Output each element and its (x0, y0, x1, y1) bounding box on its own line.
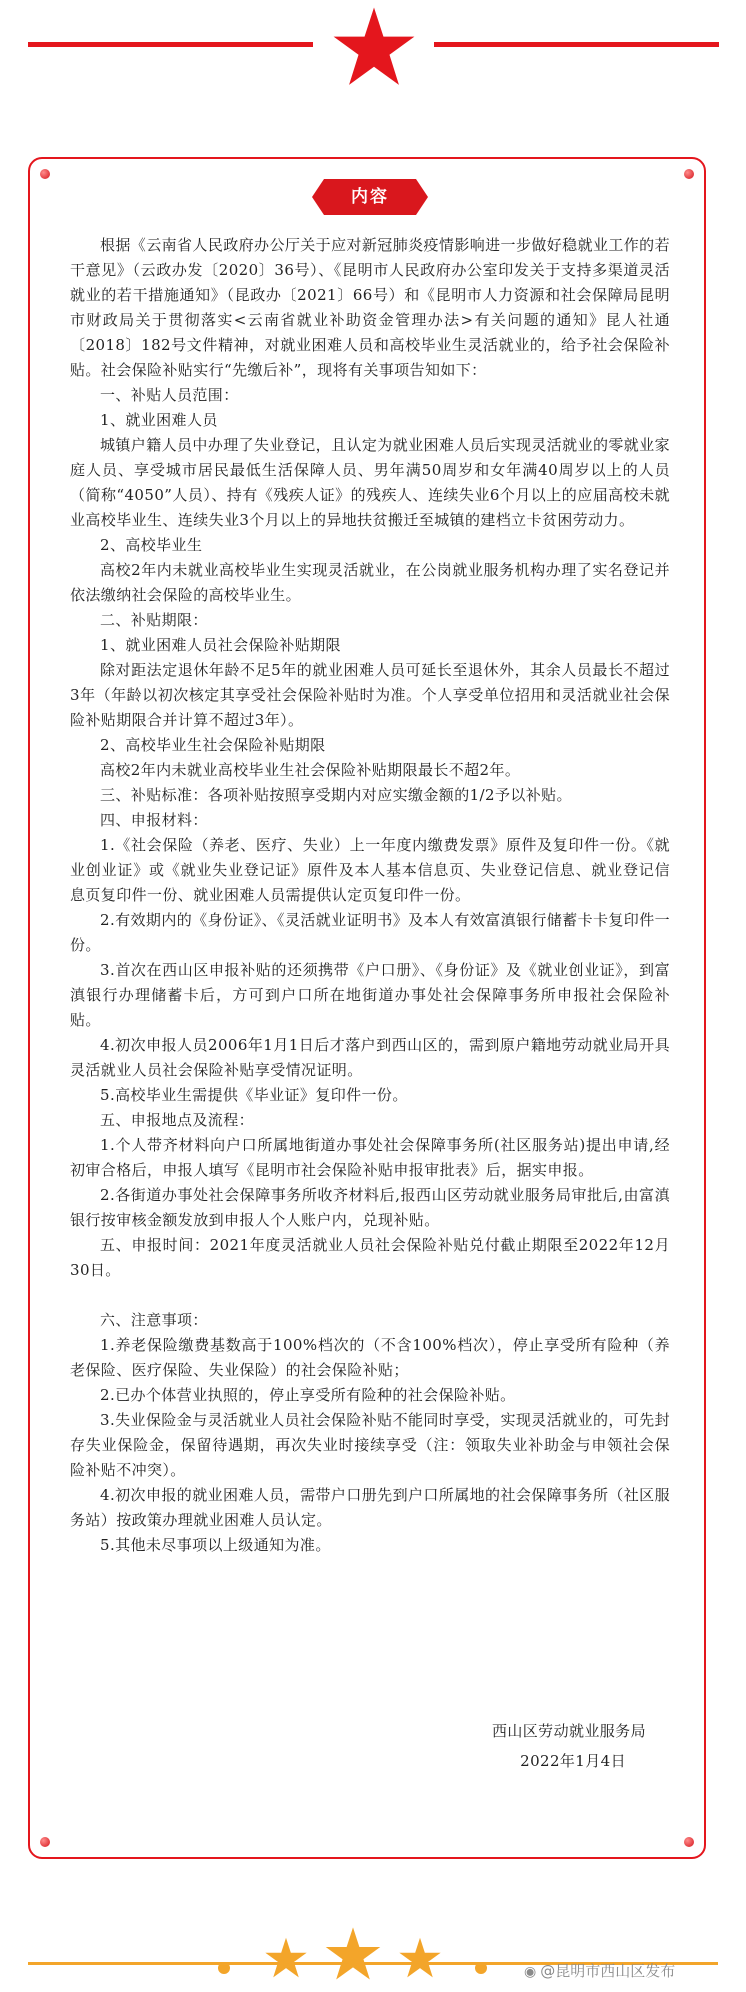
paragraph: 4.初次申报的就业困难人员，需带户口册先到户口所属地的社会保障事务所（社区服务站）按政策办理就业困难人员认定。 (70, 1486, 670, 1529)
paragraph: 五、申报时间：2021年度灵活就业人员社会保险补贴兑付截止期限至2022年12月30日。 (70, 1236, 670, 1279)
paragraph: 5.其他未尽事项以上级通知为准。 (100, 1536, 331, 1554)
issuing-organization: 西山区劳动就业服务局 (491, 1722, 646, 1740)
watermark (524, 1960, 675, 1981)
corner-dot (684, 169, 694, 179)
paragraph: 高校2年内未就业高校毕业生实现灵活就业，在公岗就业服务机构办理了实名登记并依法缴纳社会保险的高校毕业生。 (70, 561, 670, 604)
corner-dot (684, 1837, 694, 1847)
paragraph: 五、申报地点及流程： (100, 1111, 255, 1129)
paragraph: 1.个人带齐材料向户口所属地街道办事处社会保障事务所(社区服务站)提出申请,经初审合格后，申报人填写《昆明市社会保险补贴申报审批表》后，据实申报。 (70, 1136, 670, 1179)
blank-line (70, 1283, 670, 1308)
paragraph: 六、注意事项： (100, 1311, 208, 1329)
content-card (28, 157, 706, 1859)
paragraph: 根据《云南省人民政府办公厅关于应对新冠肺炎疫情影响进一步做好稳就业工作的若干意见》（云政办发〔2020〕36号）、《昆明市人民政府办公室印发关于支持多渠道灵活就业的若干措施通知》（昆政办〔2021〕66号）和《昆明市人力资源和社会保障局昆明市财政局关于贯彻落实<云南省就业补助资金管理办法>有关问题的通知》昆人社通〔2018〕182号文件精神，对就业困难人员和高校毕业生灵活就业的，给予社会保险补贴。社会保险补贴实行“先缴后补”，现将有关事项告知如下： (70, 236, 670, 379)
paragraph: 1、就业困难人员 (100, 411, 218, 429)
paragraph: 1.《社会保险（养老、医疗、失业）上一年度内缴费发票》原件及复印件一份。《就业创业证》或《就业失业登记证》原件及本人基本信息页、失业登记信息、就业登记信息页复印件一份、就业困难人员需提供认定页复印件一份。 (70, 836, 670, 904)
paragraph: 2、高校毕业生社会保险补贴期限 (100, 736, 326, 754)
paragraph: 二、补贴期限： (100, 611, 208, 629)
star-icon (264, 1936, 308, 1980)
paragraph: 2.各街道办事处社会保障事务所收齐材料后,报西山区劳动就业服务局审批后,由富滇银行按审核金额发放到申报人个人账户内，兑现补贴。 (70, 1186, 670, 1229)
star-icon (398, 1936, 442, 1980)
section-title: 内容 (324, 179, 416, 215)
footer-dot (475, 1962, 487, 1974)
corner-dot (40, 169, 50, 179)
paragraph: 1、就业困难人员社会保险补贴期限 (100, 636, 341, 654)
corner-dot (40, 1837, 50, 1847)
watermark-text: @昆明市西山区发布 (540, 1962, 676, 1980)
paragraph: 4.初次申报人员2006年1月1日后才落户到西山区的，需到原户籍地劳动就业局开具灵活就业人员社会保险补贴享受情况证明。 (70, 1036, 670, 1079)
header-line-left (28, 42, 313, 47)
paragraph: 城镇户籍人员中办理了失业登记，且认定为就业困难人员后实现灵活就业的零就业家庭人员、享受城市居民最低生活保障人员、男年满50周岁和女年满40周岁以上的人员（简称“4050”人员）、持有《残疾人证》的残疾人、连续失业6个月以上的应届高校未就业高校毕业生、连续失业3个月以上的异地扶贫搬迁至城镇的建档立卡贫困劳动力。 (70, 436, 670, 529)
paragraph: 一、补贴人员范围： (100, 386, 239, 404)
header-line-right (434, 42, 719, 47)
paragraph: 2、高校毕业生 (100, 536, 203, 554)
paragraph: 2.已办个体营业执照的，停止享受所有险种的社会保险补贴。 (100, 1386, 516, 1404)
paragraph: 2.有效期内的《身份证》、《灵活就业证明书》及本人有效富滇银行储蓄卡卡复印件一份。 (70, 911, 670, 954)
star-icon (324, 1925, 382, 1983)
weibo-icon: ◉ (524, 1964, 537, 1980)
paragraph: 除对距法定退休年龄不足5年的就业困难人员可延长至退休外，其余人员最长不超过3年（年龄以初次核定其享受社会保险补贴时为准。个人享受单位招用和灵活就业社会保险补贴期限合并计算不超过3年）。 (70, 661, 670, 729)
footer-dot (218, 1962, 230, 1974)
paragraph: 四、申报材料： (100, 811, 208, 829)
paragraph: 5.高校毕业生需提供《毕业证》复印件一份。 (100, 1086, 408, 1104)
paragraph: 3.失业保险金与灵活就业人员社会保险补贴不能同时享受，实现灵活就业的，可先封存失业保险金，保留待遇期，再次失业时接续享受（注：领取失业补助金与申领社会保险补贴不冲突）。 (70, 1411, 670, 1479)
star-icon (331, 4, 417, 90)
issue-date: 2022年1月4日 (520, 1752, 626, 1770)
notice-body (70, 233, 670, 1558)
paragraph: 1.养老保险缴费基数高于100%档次的（不含100%档次），停止享受所有险种（养老保险、医疗保险、失业保险）的社会保险补贴； (70, 1336, 670, 1379)
paragraph: 三、补贴标准：各项补贴按照享受期内对应实缴金额的1/2予以补贴。 (100, 786, 572, 804)
paragraph: 高校2年内未就业高校毕业生社会保险补贴期限最长不超2年。 (100, 761, 521, 779)
paragraph: 3.首次在西山区申报补贴的还须携带《户口册》、《身份证》及《就业创业证》，到富滇银行办理储蓄卡后，方可到户口所在地街道办事处社会保障事务所申报社会保险补贴。 (70, 961, 670, 1029)
